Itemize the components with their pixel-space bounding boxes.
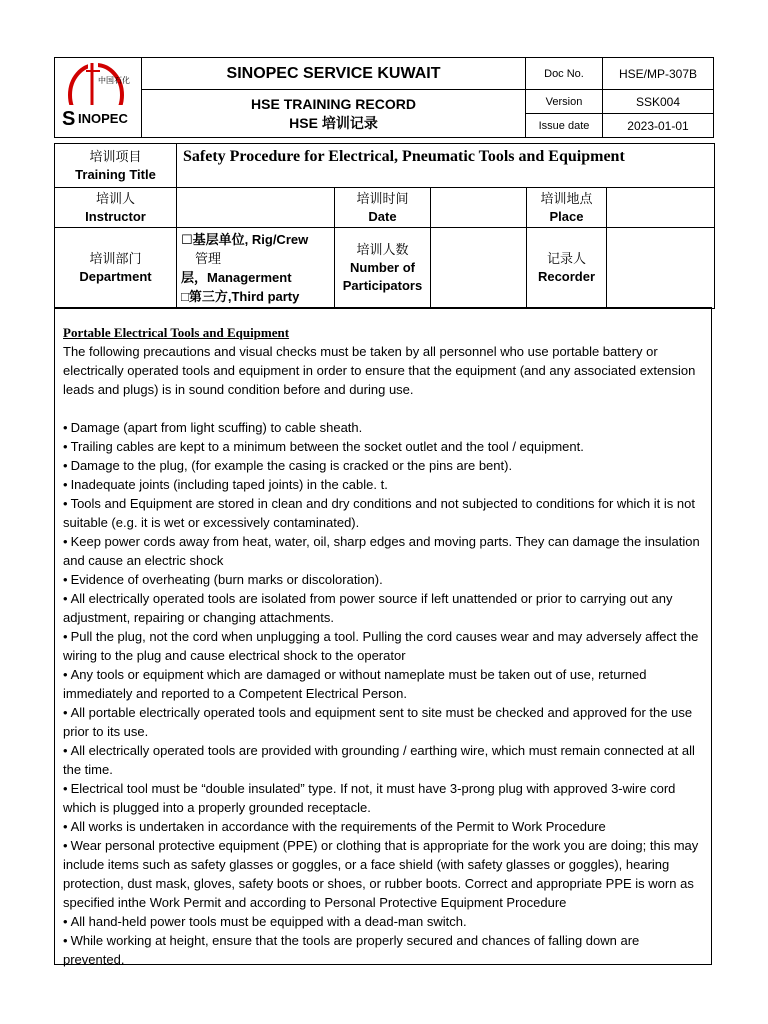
list-item-text: Evidence of overheating (burn marks or discoloration). (70, 572, 383, 587)
recorder-value (607, 228, 715, 309)
list-item-text: Damage (apart from light scuffing) to cable sheath. (70, 420, 363, 435)
bullet-icon: • (63, 572, 68, 587)
training-title-value: Safety Procedure for Electrical, Pneumatic Tools and Equipment (177, 144, 715, 188)
bullet-icon: • (63, 705, 68, 720)
list-item (63, 912, 703, 931)
svg-text:中国石化: 中国石化 (98, 76, 130, 85)
list-item-text: All electrically operated tools are isolated from power source if left unattended or prior to carrying out any adjustment, repairing or changing attachments. (63, 591, 673, 625)
list-item (63, 456, 703, 475)
bullet-icon: • (63, 591, 68, 606)
list-item (63, 817, 703, 836)
svg-text:S: S (62, 108, 76, 130)
list-item-text: All works is undertaken in accordance with the requirements of the Permit to Work Procedure (70, 819, 606, 834)
bullet-icon: • (63, 420, 68, 435)
bullet-icon: • (63, 933, 68, 948)
issue-date-value: 2023-01-01 (603, 114, 714, 138)
list-item-text: All hand-held power tools must be equipped with a dead-man switch. (70, 914, 467, 929)
training-title-label: 培训项目 Training Title (55, 144, 177, 188)
recorder-label: 记录人 Recorder (527, 228, 607, 309)
sinopec-logo-icon (58, 59, 138, 133)
list-item-text: Keep power cords away from heat, water, oil, sharp edges and moving parts. They can damage the insulation and cause an electric shock (63, 534, 700, 568)
section-heading: Portable Electrical Tools and Equipment (63, 325, 290, 340)
list-item (63, 665, 703, 703)
list-item (63, 570, 703, 589)
department-label: 培训部门 Department (55, 228, 177, 309)
company-name: SINOPEC SERVICE KUWAIT (142, 58, 526, 90)
svg-text:INOPEC: INOPEC (78, 111, 128, 126)
list-item (63, 437, 703, 456)
intro-paragraph: The following precautions and visual checks must be taken by all personnel who use portable battery or electrically operated tools and equipment in order to ensure that the equipment (and any associated extension leads and plugs) is in sound condition before and during use. (63, 344, 696, 397)
date-label: 培训时间 Date (335, 188, 431, 228)
instructor-label: 培训人 Instructor (55, 188, 177, 228)
list-item-text: Inadequate joints (including taped joints) in the cable. t. (70, 477, 388, 492)
list-item (63, 627, 703, 665)
participants-value (431, 228, 527, 309)
list-item-text: Damage to the plug, (for example the casing is cracked or the pins are bent). (70, 458, 513, 473)
list-item (63, 475, 703, 494)
place-value (607, 188, 715, 228)
issue-date-label: Issue date (526, 114, 603, 138)
dept-option-rig-crew[interactable]: ☐基层单位, Rig/Crew (181, 232, 309, 247)
logo-cell (55, 58, 142, 138)
list-item (63, 589, 703, 627)
list-item (63, 741, 703, 779)
list-item (63, 494, 703, 532)
doc-no-value: HSE/MP-307B (603, 58, 714, 90)
list-item (63, 779, 703, 817)
bullet-icon: • (63, 743, 68, 758)
record-title-cn: HSE 培训记录 (289, 114, 378, 131)
bullet-icon: • (63, 667, 68, 682)
list-item-text: Tools and Equipment are stored in clean and dry conditions and not subjected to conditions for which it is not suitable (e.g. it is wet or excessively contaminated). (63, 496, 695, 530)
list-item-text: Trailing cables are kept to a minimum between the socket outlet and the tool / equipment. (70, 439, 584, 454)
list-item-text: Wear personal protective equipment (PPE) or clothing that is appropriate for the work you are doing; this may include items such as safety glasses or goggles, or a face shield (with safety glasses or goggles), hearing protection, dust mask, gloves, safety boots or shoes, or rubber boots. Correct and appropriate PPE is worn as specified inthe Work Permit and according to Personal Protective Equipment Procedure (63, 838, 699, 910)
list-item-text: All electrically operated tools are provided with grounding / earthing wire, which must remain connected at all the time. (63, 743, 695, 777)
dept-option-management-1: 管理 (195, 251, 222, 266)
precaution-list (63, 418, 703, 969)
list-item (63, 532, 703, 570)
bullet-icon: • (63, 838, 68, 853)
list-item-text: All portable electrically operated tools and equipment sent to site must be checked and approved for the use prior to its use. (63, 705, 693, 739)
record-title-en: HSE TRAINING RECORD (251, 95, 416, 112)
instructor-value (177, 188, 335, 228)
list-item (63, 931, 703, 969)
version-value: SSK004 (603, 90, 714, 114)
training-info-table (54, 143, 715, 309)
bullet-icon: • (63, 534, 68, 549)
date-value (431, 188, 527, 228)
dept-option-management-2[interactable]: 层，Managerment (181, 270, 292, 285)
list-item (63, 836, 703, 912)
list-item-text: While working at height, ensure that the tools are properly secured and chances of falling down are prevented. (63, 933, 640, 967)
record-title (142, 90, 526, 138)
document-header (54, 57, 714, 138)
list-item-text: Electrical tool must be “double insulated” type. If not, it must have 3-prong plug with approved 3-wire cord which is plugged into a properly grounded receptacle. (63, 781, 676, 815)
list-item (63, 418, 703, 437)
training-content (54, 307, 712, 965)
list-item-text: Any tools or equipment which are damaged or without nameplate must be taken out of use, returned immediately and reported to a Competent Electrical Person. (63, 667, 647, 701)
bullet-icon: • (63, 496, 68, 511)
bullet-icon: • (63, 439, 68, 454)
bullet-icon: • (63, 819, 68, 834)
bullet-icon: • (63, 477, 68, 492)
dept-option-third-party[interactable]: □第三方,Third party (181, 289, 300, 304)
place-label: 培训地点 Place (527, 188, 607, 228)
participants-label: 培训人数 Number of Participators (335, 228, 431, 309)
version-label: Version (526, 90, 603, 114)
list-item-text: Pull the plug, not the cord when unplugging a tool. Pulling the cord causes wear and may adversely affect the wiring to the plug and cause electrical shock to the operator (63, 629, 699, 663)
department-options (177, 228, 335, 309)
bullet-icon: • (63, 458, 68, 473)
bullet-icon: • (63, 914, 68, 929)
bullet-icon: • (63, 781, 68, 796)
doc-no-label: Doc No. (526, 58, 603, 90)
bullet-icon: • (63, 629, 68, 644)
list-item (63, 703, 703, 741)
